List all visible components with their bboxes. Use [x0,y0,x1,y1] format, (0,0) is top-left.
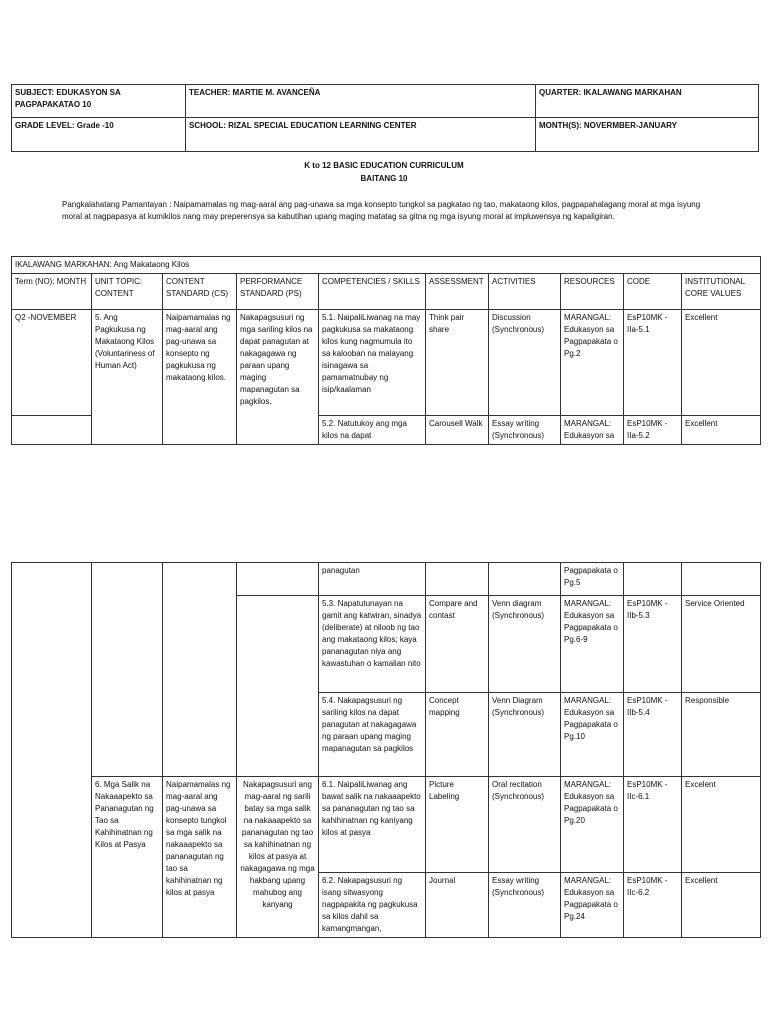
assess-cell: Journal [426,873,489,938]
assess-cell [426,563,489,596]
value-cell: Excellent [682,416,761,445]
col-code: CODE [624,274,682,310]
act-cell: Venn Diagram (Synchronous) [489,693,561,777]
general-standard: Pangkalahatang Pamantayan : Naipamamalas ng mag-aaral ang pag-unawa sa mga konsepto tungkol sa pagkatao ng tao, makataong kilos, pagpapahalagang moral at mga isyung moral at nagpapasya at kumikilos nang may preperensya sa kabutihan upang maging matatag sa gitna ng mga isyung moral at impluwensya ng kapaligiran. [62,200,701,221]
value-cell [682,563,761,596]
topic-cell: 5. Ang Pagkukusa ng Makataong Kilos (Voluntariness of Human Act) [92,310,163,445]
school-cell: SCHOOL: RIZAL SPECIAL EDUCATION LEARNING CENTER [186,118,536,152]
value-cell: Service Oriented [682,596,761,693]
value-cell: Excellent [682,310,761,416]
assess-cell: Compare and contast [426,596,489,693]
ps-cell: Nakapagsusuri ang mag-aaral ng sarili batay sa mga salik na nakaaapekto sa pananagutan ng tao sa kahihinatnan ng kilos at pasya at nakagagawa ng mga hakbang upang mahubog ang kanyang [237,777,319,938]
act-cell: Discussion (Synchronous) [489,310,561,416]
code-cell: EsP10MK - IIc-6.1 [624,777,682,873]
topic-cell [92,563,163,777]
term-cell [12,416,92,445]
term-cell: Q2 -NOVEMBER [12,310,92,416]
quarter-cell: QUARTER: IKALAWANG MARKAHAN [536,85,759,118]
code-cell: EsP10MK - IIb-5.3 [624,596,682,693]
ps-cell [237,596,319,777]
comp-cell: panagutan [319,563,426,596]
header-table [11,84,759,152]
curriculum-title: K to 12 BASIC EDUCATION CURRICULUM [304,161,464,170]
res-cell: MARANGAL: Edukasyon sa Pagpapakata o Pg.20 [561,777,624,873]
comp-cell: 6.1. NaipaliLiwanag ang bawat salik na nakaaapekto sa pananagutan ng tao sa kahihinatnan ng kaniyang kilos at pasya [319,777,426,873]
res-cell: MARANGAL: Edukasyon sa Pagpapakata o Pg.2 [561,310,624,416]
assess-cell: Picture Labeling [426,777,489,873]
table-row [12,777,761,873]
col-values: INSTITUTIONAL CORE VALUES [682,274,761,310]
code-cell: EsP10MK - IIa-5.1 [624,310,682,416]
value-cell: Excellent [682,873,761,938]
col-term: Term (NO): MONTH [12,274,92,310]
act-cell [489,563,561,596]
res-cell: MARANGAL: Edukasyon sa [561,416,624,445]
code-cell: EsP10MK - IIc-6.2 [624,873,682,938]
ps-cell [237,563,319,596]
code-cell: EsP10MK - IIa-5.2 [624,416,682,445]
ps-cell: Nakapagsusuri ng mga sariling kilos na dapat panagutan at nakagagawa ng paraan upang maging mapanagutan sa pagkilos. [237,310,319,445]
value-cell: Responsible [682,693,761,777]
act-cell: Essay writing (Synchronous) [489,873,561,938]
months-cell: MONTH(S): NOVERMBER-JANUARY [536,118,759,152]
act-cell: Venn diagram (Synchronous) [489,596,561,693]
term-cell [12,563,92,938]
res-cell: MARANGAL: Edukasyon sa Pagpapakata o Pg.6-9 [561,596,624,693]
code-cell [624,563,682,596]
comp-cell: 5.1. NaipaliLiwanag na may pagkukusa sa makataong kilos kung nagmumula ito sa kalooban na malayang isinagawa sa pamamatnubay ng isip/kaalaman [319,310,426,416]
teacher-cell: TEACHER: MARTIE M. AVANCEÑA [186,85,536,118]
col-cs: CONTENT STANDARD (CS) [163,274,237,310]
col-topic: UNIT TOPIC: CONTENT [92,274,163,310]
code-cell: EsP10MK - IIb-5.4 [624,693,682,777]
curriculum-table-page2 [11,562,761,938]
cs-cell [163,563,237,777]
subject-cell: SUBJECT: EDUKASYON SA PAGPAPAKATAO 10 [12,85,186,118]
res-cell: MARANGAL: Edukasyon sa Pagpapakata o Pg.24 [561,873,624,938]
cs-cell: Naipamamalas ng mag-aaral ang pag-unawa sa konsepto ng pagkukusa ng makataong kilos. [163,310,237,445]
grade-title: BAITANG 10 [360,174,408,183]
table-row [12,563,761,596]
res-cell: MARANGAL: Edukasyon sa Pagpapakata o Pg.10 [561,693,624,777]
act-cell: Essay writing (Synchronous) [489,416,561,445]
assess-cell: Concept mapping [426,693,489,777]
col-assessment: ASSESSMENT [426,274,489,310]
assess-cell: Think pair share [426,310,489,416]
topic-cell: 6. Mga Salik na Nakaaapekto sa Pananagutan ng Tao sa Kahihinatnan ng Kilos at Pasya [92,777,163,938]
res-cell: Pagpapakata o Pg.5 [561,563,624,596]
curriculum-table-page1 [11,256,761,445]
value-cell: Excelent [682,777,761,873]
col-ps: PERFORMANCE STANDARD (PS) [237,274,319,310]
comp-cell: 5.3. Napatutunayan na gamit ang katwiran, sinadya (deliberate) at niloob ng tao ang makataong kilos; kaya pananagutan niya ang kawastuhan o kamalian nito [319,596,426,693]
col-resources: RESOURCES [561,274,624,310]
act-cell: Oral recitation (Synchronous) [489,777,561,873]
table-row [12,310,761,416]
col-competencies: COMPETENCIES / SKILLS [319,274,426,310]
assess-cell: Carousell Walk [426,416,489,445]
col-activities: ACTIVITIES [489,274,561,310]
grade-cell: GRADE LEVEL: Grade -10 [12,118,186,152]
comp-cell: 5.2. Natutukoy ang mga kilos na dapat [319,416,426,445]
cs-cell: Naipamamalas ng mag-aaral ang pag-unawa sa konsepto tungkol sa mga salik na nakaaapekto sa pananagutan ng tao sa kahihinatnan ng kilos at pasya [163,777,237,938]
section-title: IKALAWANG MARKAHAN: Ang Makataong Kilos [12,257,761,274]
comp-cell: 5.4. Nakapagsusuri ng sariling kilos na dapat panagutan at nakagagawa ng paraan upang maging mapanagutan sa pagkilos [319,693,426,777]
comp-cell: 6.2. Nakapagsusuri ng isang sitwasyong nagpapakita ng pagkukusa sa kilos dahil sa kamangmangan, [319,873,426,938]
